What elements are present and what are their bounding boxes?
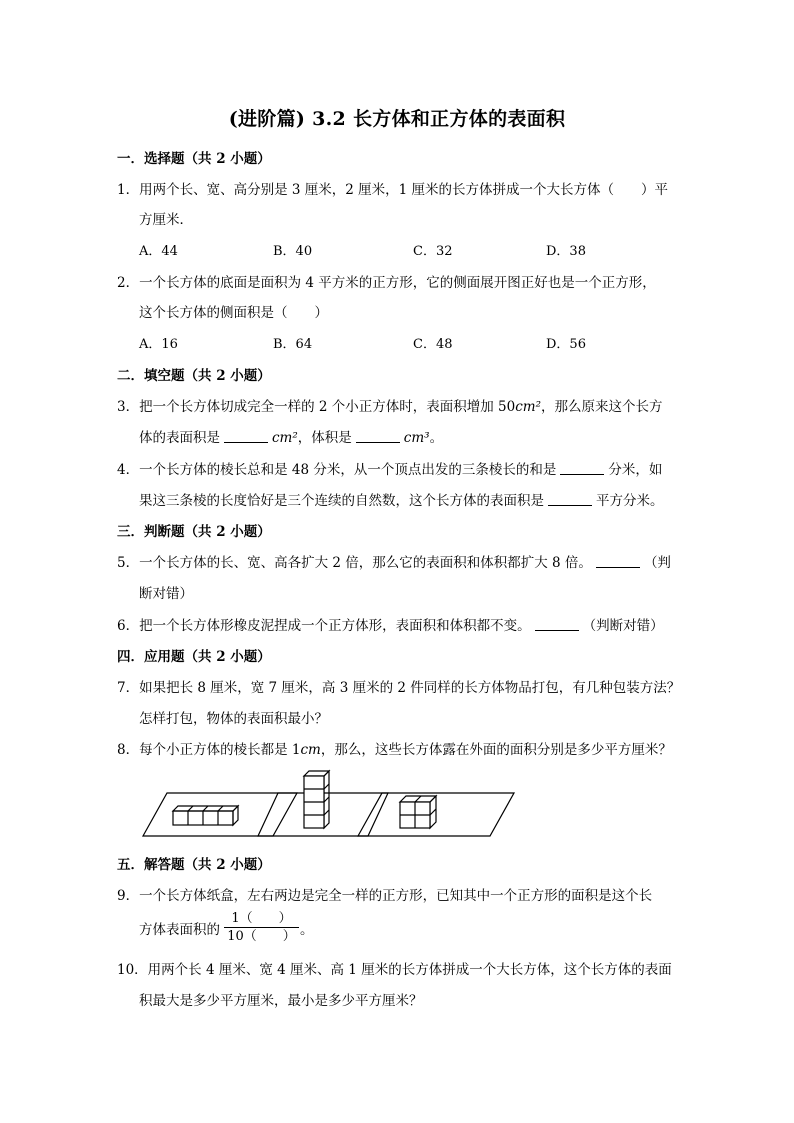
section-heading-choice: 一．选择题（共 2 小题） (117, 151, 271, 167)
q9-line2-suffix: 。 (300, 922, 314, 938)
q3-text-c: 体的表面积是 (139, 430, 220, 446)
q9-fraction (224, 910, 299, 945)
q4-answer-blank-2[interactable] (548, 493, 592, 506)
q4-text-c: 果这三条棱的长度恰好是三个连续的自然数，这个长方体的表面积是 (139, 493, 544, 509)
q1-option-a: A．44 (139, 244, 178, 259)
q4-text-a: 4．一个长方体的棱长总和是 48 分米，从一个顶点出发的三条棱长的和是 (117, 462, 557, 478)
q5-text-b: （判 (643, 555, 671, 571)
horizontal-cube-bar (173, 806, 238, 825)
q8-text-a: 8．每个小正方体的棱长都是 1 (117, 742, 301, 758)
q1-option-d: D．38 (546, 244, 586, 259)
q3-answer-blank-1[interactable] (224, 430, 268, 443)
q10-line2: 积最大是多少平方厘米，最小是多少平方厘米？ (139, 993, 423, 1009)
q9-line2-prefix: 方体表面积的 (139, 922, 220, 938)
page-title: (进阶篇) 3.2 长方体和正方体的表面积 (228, 108, 566, 130)
q4-text-d: 平方分米。 (596, 493, 664, 509)
q4-text-b: 分米，如 (608, 462, 663, 478)
section-heading-application: 四．应用题（共 2 小题） (117, 649, 271, 665)
q5-text-a: 5．一个长方体的长、宽、高各扩大 2 倍，那么它的表面积和体积都扩大 8 倍。 (117, 555, 592, 571)
q6-line1 (117, 614, 664, 634)
q1-line2: 方厘米． (139, 212, 193, 228)
q2-option-b: B．64 (273, 337, 313, 352)
section-heading-answer: 五．解答题（共 2 小题） (117, 857, 271, 873)
q2-line2: 这个长方体的侧面积是（ ） (139, 305, 328, 321)
q3-line2 (139, 426, 443, 446)
q6-text-a: 6．把一个长方体形橡皮泥捏成一个正方体形，表面积和体积都不变。 (117, 618, 531, 634)
section-heading-judge: 三．判断题（共 2 小题） (117, 524, 271, 540)
q4-answer-blank-1[interactable] (560, 462, 604, 475)
q3-text-a: 3．把一个长方体切成完全一样的 2 个小正方体时，表面积增加 50 (117, 399, 516, 415)
q3-text-b: ，那么原来这个长方 (541, 399, 663, 415)
q6-answer-blank[interactable] (535, 618, 579, 631)
q1-line1: 1．用两个长、宽、高分别是 3 厘米，2 厘米，1 厘米的长方体拼成一个大长方体（ ）平 (117, 182, 669, 198)
q3-text-d: ，体积是 (297, 430, 352, 446)
q9-line1: 9．一个长方体纸盒，左右两边是完全一样的正方形，已知其中一个正方形的面积是这个长 (117, 888, 653, 904)
q8-unit: cm (300, 742, 321, 758)
q3-line1 (117, 395, 663, 415)
q8-line1 (117, 738, 672, 758)
q3-unit-3: cm³ (403, 430, 430, 446)
section-heading-fill: 二．填空题（共 2 小题） (117, 368, 271, 384)
q2-option-a: A．16 (139, 337, 178, 352)
q5-line2: 断对错） (139, 586, 193, 602)
q7-line1: 7．如果把长 8 厘米，宽 7 厘米，高 3 厘米的 2 件同样的长方体物品打包，有几种包装方法？ (117, 680, 681, 696)
vertical-cube-tower (304, 771, 329, 828)
q5-line1 (117, 551, 671, 571)
q6-text-b: （判断对错） (582, 618, 664, 634)
q4-line2 (139, 489, 664, 509)
q3-unit: cm² (515, 399, 542, 415)
q1-option-b: B．40 (273, 244, 313, 259)
q8-cube-figure (140, 768, 620, 840)
square-cube-block (400, 796, 436, 828)
q4-line1 (117, 458, 662, 478)
q3-answer-blank-2[interactable] (356, 430, 400, 443)
q3-text-e: 。 (429, 430, 444, 446)
q2-option-d: D．56 (546, 337, 586, 352)
q2-line1: 2．一个长方体的底面是面积为 4 平方米的正方形，它的侧面展开图正好也是一个正方形， (117, 275, 656, 291)
q1-option-c: C．32 (413, 244, 453, 259)
platform-1 (143, 793, 297, 836)
q8-text-b: ，那么，这些长方体露在外面的面积分别是多少平方厘米？ (320, 742, 672, 758)
q9-fraction-numerator[interactable]: 1（ ） (231, 911, 292, 926)
q10-line1: 10．用两个长 4 厘米、宽 4 厘米、高 1 厘米的长方体拼成一个大长方体，这个长方体的表面 (117, 962, 672, 978)
q3-unit-2: cm² (272, 430, 298, 446)
q7-line2: 怎样打包，物体的表面积最小？ (139, 711, 328, 727)
q2-option-c: C．48 (413, 337, 453, 352)
q5-answer-blank[interactable] (596, 555, 640, 568)
q9-fraction-denominator[interactable]: 10（ ） (227, 929, 296, 944)
